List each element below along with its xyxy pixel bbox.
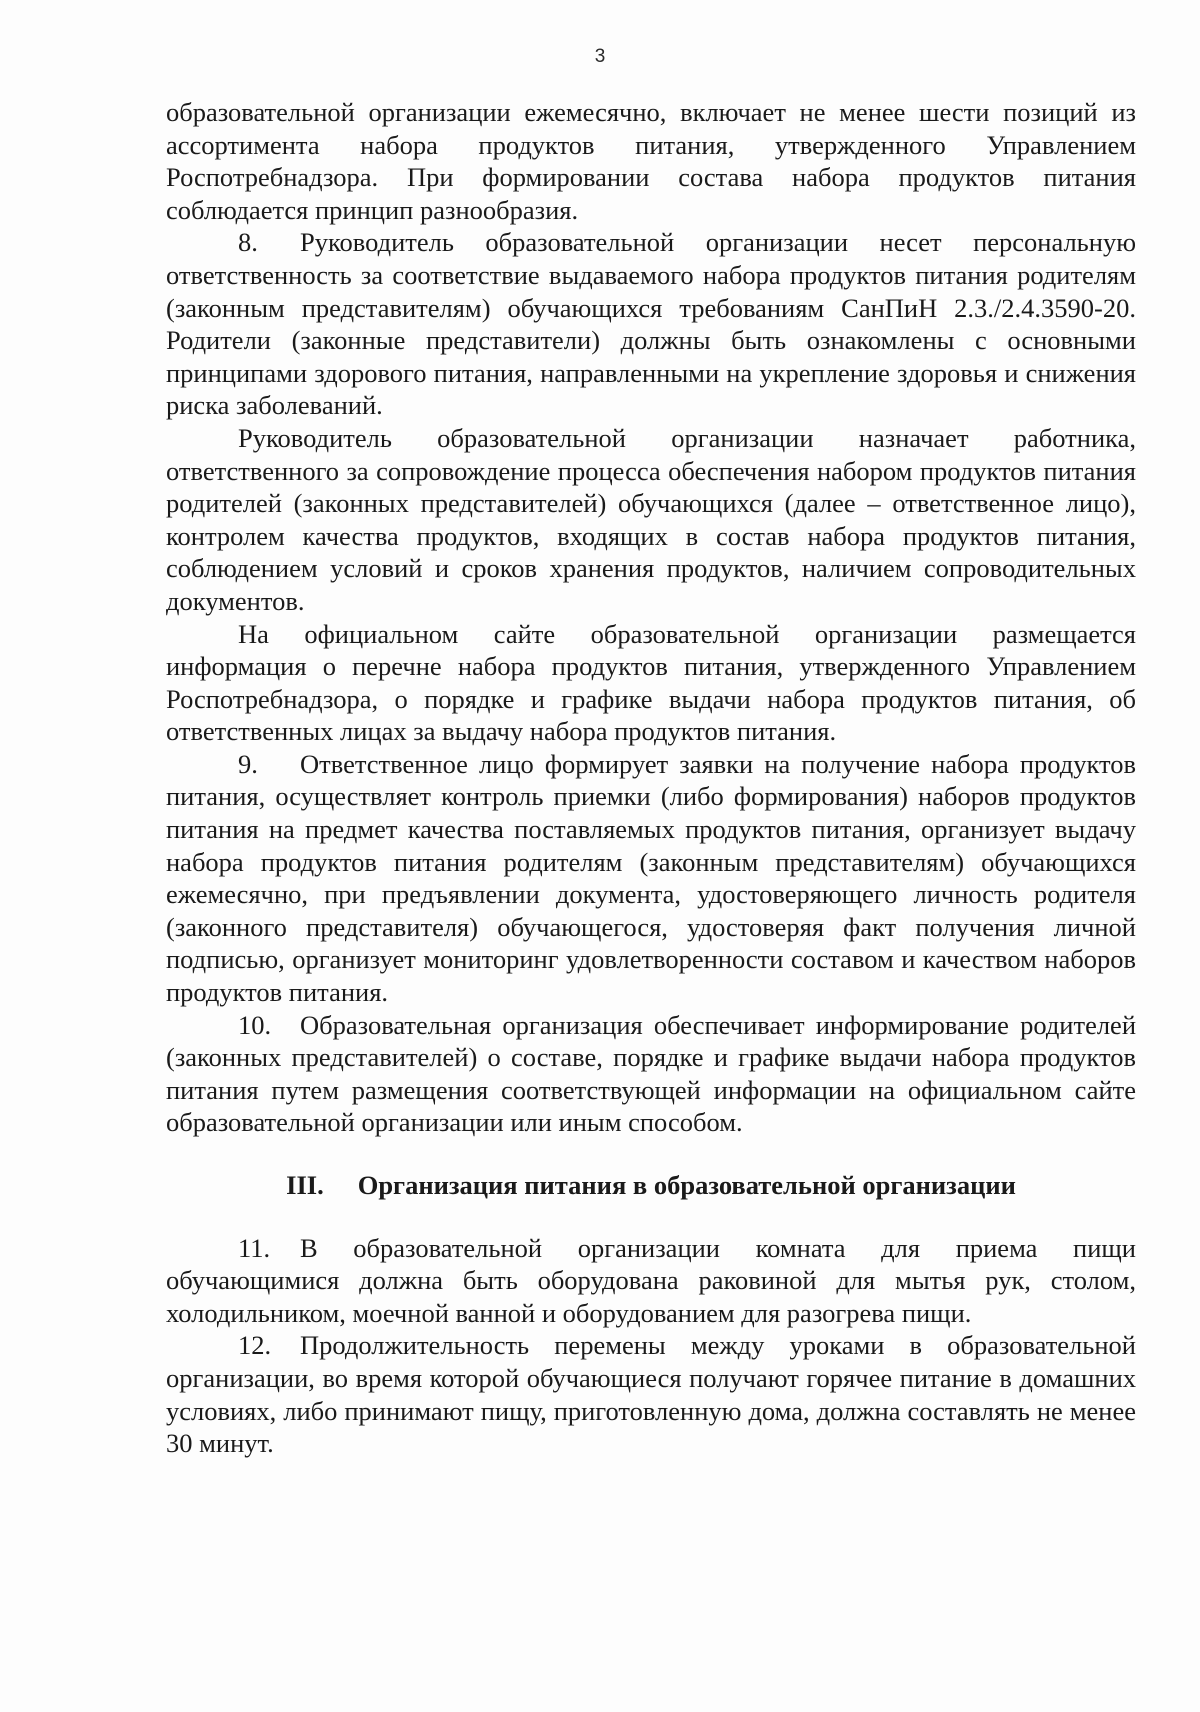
paragraph-text: Ответственное лицо формирует заявки на получение набора продуктов питания, осуществляет контроль приемки (либо формирования) наборов продуктов питания на предмет качества поставляемых продуктов питания, организует выдачу набора продуктов питания родителям (законным представителям) обучающихся ежемесячно, при предъявлении документа, удостоверяющего личность родителя (законного представителя) обучающегося, удостоверяя факт получения личной подписью, организует мониторинг удовлетворенности составом и качеством наборов продуктов питания. [166, 748, 1136, 1008]
paragraph-text: На официальном сайте образовательной организации размещается информация о перечне набора продуктов питания, утвержденного Управлением Роспотребнадзора, о порядке и графике выдачи набора продуктов питания, об ответственных лицах за выдачу набора продуктов питания. [166, 618, 1136, 747]
paragraph-12 [166, 1329, 1136, 1459]
paragraph-8 [166, 226, 1136, 422]
document-body [166, 96, 1136, 1460]
section-title: Организация питания в образовательной организации [357, 1170, 1016, 1200]
paragraph-number: 9. [238, 748, 258, 779]
paragraph-continuation [166, 96, 1136, 226]
paragraph-number: 12. [238, 1330, 272, 1361]
paragraph-text: Образовательная организация обеспечивает информирование родителей (законных представителей) о составе, порядке и графике выдачи набора продуктов питания путем размещения соответствующей информации на официальном сайте образовательной организации или иным способом. [166, 1009, 1136, 1138]
section-heading [166, 1169, 1136, 1202]
paragraph-text: образовательной организации ежемесячно, включает не менее шести позиций из ассортимента набора продуктов питания, утвержденного Управлением Роспотребнадзора. При формировании состава набора продуктов питания соблюдается принцип разнообразия. [166, 97, 1136, 225]
paragraph-number: 8. [238, 227, 258, 258]
paragraph-text: Продолжительность перемены между уроками в образовательной организации, во время которой обучающиеся получают горячее питание в домашних условиях, либо принимают пищу, приготовленную дома, должна составлять не менее 30 минут. [166, 1330, 1136, 1459]
paragraph-text: Руководитель образовательной организации назначает работника, ответственного за сопровождение процесса обеспечения набором продуктов питания родителей (законных представителей) обучающихся (далее – ответственное лицо), контролем качества продуктов, входящих в состав набора продуктов питания, соблюдением условий и сроков хранения продуктов, наличием сопроводительных документов. [166, 422, 1136, 616]
paragraph-10 [166, 1009, 1136, 1139]
page-number: 3 [594, 46, 606, 67]
paragraph-text: В образовательной организации комната для приема пищи обучающимися должна быть оборудована раковиной для мытья рук, столом, холодильником, моечной ванной и оборудованием для разогрева пищи. [166, 1232, 1136, 1328]
section-number: III. [286, 1170, 324, 1200]
paragraph-website-info [166, 618, 1136, 748]
paragraph-responsible-appointment [166, 422, 1136, 618]
paragraph-number: 10. [238, 1009, 272, 1040]
paragraph-text: Руководитель образовательной организации несет персональную ответственность за соответствие выдаваемого набора продуктов питания родителям (законным представителям) обучающихся требованиям СанПиН 2.3./2.4.3590-20. Родители (законные представители) должны быть ознакомлены с основными принципами здорового питания, направленными на укрепление здоровья и снижения риска заболеваний. [166, 227, 1136, 421]
paragraph-number: 11. [238, 1232, 271, 1263]
paragraph-9 [166, 748, 1136, 1009]
paragraph-11 [166, 1232, 1136, 1330]
